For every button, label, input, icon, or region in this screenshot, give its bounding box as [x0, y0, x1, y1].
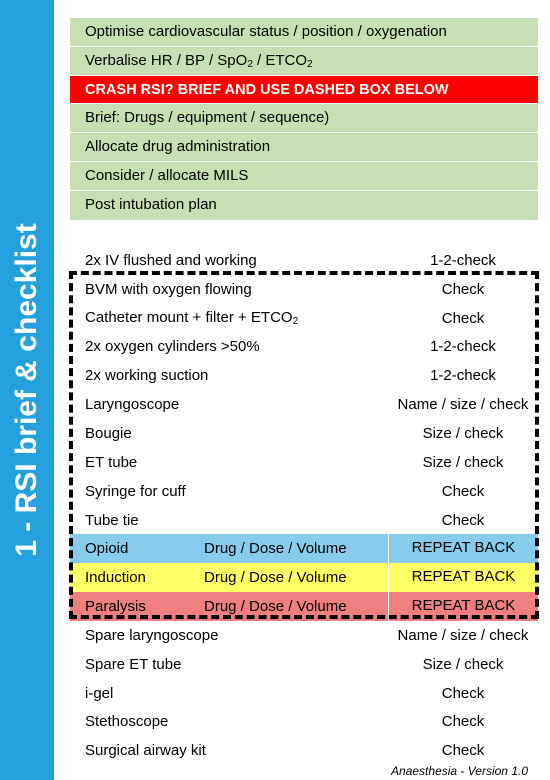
version-footer: Anaesthesia - Version 1.0 [391, 764, 528, 778]
subscript: 2 [247, 58, 253, 70]
checklist-item: Bougie [85, 424, 132, 442]
checklist-item: Laryngoscope [85, 396, 180, 414]
checklist-item: Spare ET tube [85, 655, 182, 673]
brief-row-text: Verbalise HR / BP / SpO [85, 51, 248, 69]
drug-name: Opioid [85, 540, 129, 558]
checklist-row [70, 477, 538, 506]
subscript: 2 [292, 316, 299, 328]
checklist-row [70, 275, 538, 304]
drug-dose: Drug / Dose / Volume [204, 598, 347, 616]
checklist-item-text: Catheter mount + filter + ETCO [85, 309, 293, 327]
checklist-status: Check [441, 511, 485, 529]
drug-dose: Drug / Dose / Volume [204, 540, 347, 558]
brief-row: Optimise cardiovascular status / position / oxygenation [70, 18, 538, 47]
drug-row-paralysis [70, 592, 538, 621]
checklist-item: ET tube [85, 453, 138, 471]
checklist-row [70, 390, 538, 419]
checklist-item: 2x working suction [85, 367, 209, 385]
checklist-row [70, 246, 538, 275]
brief-section [70, 18, 538, 220]
checklist-status: Size / check [422, 424, 504, 442]
checklist-item: Stethoscope [85, 713, 169, 731]
checklist-status: Check [441, 309, 485, 327]
brief-row-verbalise [70, 47, 538, 76]
subscript: 2 [307, 58, 313, 70]
checklist-item: Syringe for cuff [85, 482, 186, 500]
brief-row: Post intubation plan [70, 191, 538, 220]
checklist-status: Check [441, 684, 485, 702]
checklist-status: 1-2-check [430, 338, 496, 356]
drug-row-opioid [70, 534, 538, 563]
checklist-status: Check [441, 280, 485, 298]
checklist-row [70, 650, 538, 679]
checklist-row [70, 419, 538, 448]
side-bar [0, 0, 54, 780]
drug-name: Induction [85, 569, 146, 587]
checklist-status: 1-2-check [430, 367, 496, 385]
checklist-row [70, 708, 538, 737]
brief-row: Allocate drug administration [70, 133, 538, 162]
checklist-status: Size / check [422, 655, 504, 673]
checklist-row [70, 448, 538, 477]
drug-repeat-back: REPEAT BACK [388, 592, 538, 621]
checklist-item: Tube tie [85, 511, 139, 529]
checklist-status: Name / size / check [397, 396, 529, 414]
checklist-item: 2x oxygen cylinders >50% [85, 338, 260, 356]
checklist-item: 2x IV flushed and working [85, 251, 257, 269]
checklist-item: BVM with oxygen flowing [85, 280, 252, 298]
brief-row-text: / ETCO [252, 51, 308, 69]
drug-repeat-back: REPEAT BACK [388, 534, 538, 563]
drug-dose: Drug / Dose / Volume [204, 569, 347, 587]
checklist-status: Check [441, 742, 485, 760]
brief-row: Brief: Drugs / equipment / sequence) [70, 104, 538, 133]
checklist-item [70, 309, 388, 327]
checklist-item: Spare laryngoscope [85, 626, 219, 644]
checklist-status: Check [441, 713, 485, 731]
side-title: 1 - RSI brief & checklist [10, 223, 43, 557]
checklist-status: 1-2-check [430, 251, 496, 269]
drug-row-induction [70, 563, 538, 592]
crash-rsi-banner: CRASH RSI? BRIEF AND USE DASHED BOX BELOW [70, 76, 538, 105]
checklist-status: Size / check [422, 453, 504, 471]
checklist-status: Check [441, 482, 485, 500]
checklist-row [70, 361, 538, 390]
drug-repeat-back: REPEAT BACK [388, 563, 538, 592]
checklist-row [70, 304, 538, 333]
checklist-row [70, 736, 538, 765]
brief-row: Consider / allocate MILS [70, 162, 538, 191]
checklist-row [70, 506, 538, 535]
checklist-item: i-gel [85, 684, 114, 702]
drug-name: Paralysis [85, 598, 146, 616]
checklist-status: Name / size / check [397, 626, 529, 644]
checklist-row [70, 621, 538, 650]
checklist-row [70, 333, 538, 362]
checklist-item: Surgical airway kit [85, 742, 206, 760]
checklist-row [70, 679, 538, 708]
checklist-section [70, 246, 538, 765]
